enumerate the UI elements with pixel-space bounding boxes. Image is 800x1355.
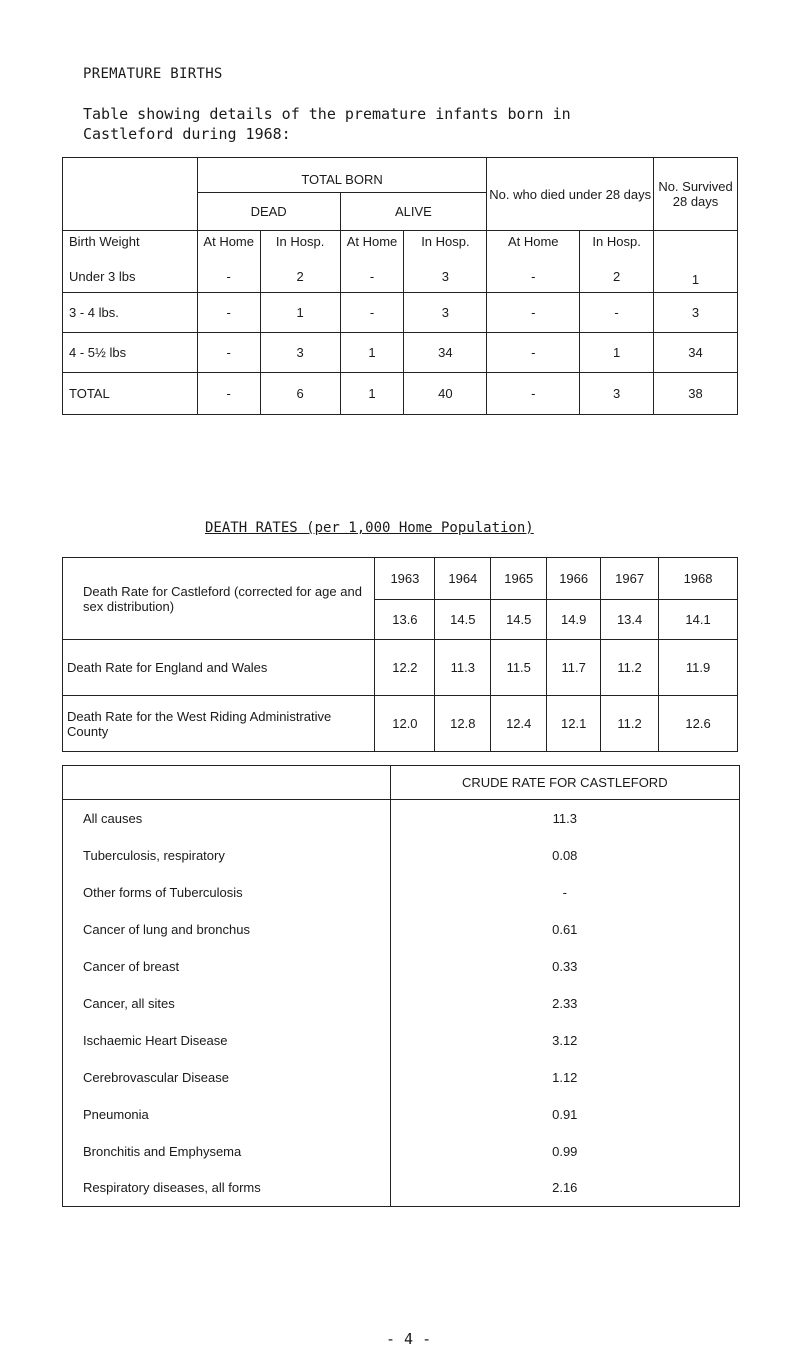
- rate-value: 11.3: [390, 800, 739, 837]
- value: 14.1: [659, 600, 738, 640]
- value: 12.4: [491, 696, 547, 752]
- rate-value: 2.33: [390, 985, 739, 1022]
- header-blank-cell: [63, 766, 391, 800]
- value: 12.6: [659, 696, 738, 752]
- total-born-header: TOTAL BORN: [197, 158, 487, 193]
- value: 14.5: [435, 600, 491, 640]
- death-rates-table: [62, 557, 738, 752]
- value: 3: [260, 333, 340, 373]
- death-rates-title: DEATH RATES (per 1,000 Home Population): [205, 520, 534, 536]
- row-label: Death Rate for the West Riding Administrative County: [63, 696, 375, 752]
- year-header: 1967: [601, 558, 659, 600]
- value: -: [487, 293, 580, 333]
- value: 1: [260, 293, 340, 333]
- cause-label: Cancer of breast: [63, 948, 391, 985]
- value: -: [487, 333, 580, 373]
- rate-value: 1.12: [390, 1059, 739, 1096]
- year-header: 1968: [659, 558, 738, 600]
- rate-value: 2.16: [390, 1170, 739, 1207]
- value: 11.9: [659, 640, 738, 696]
- value: -: [340, 293, 404, 333]
- value: 13.4: [601, 600, 659, 640]
- survived-header: No. Survived 28 days: [654, 158, 738, 231]
- value: 3: [654, 293, 738, 333]
- row-label: TOTAL: [63, 373, 198, 415]
- cell: [197, 231, 260, 293]
- value: 11.2: [601, 640, 659, 696]
- cause-label: Respiratory diseases, all forms: [63, 1170, 391, 1207]
- value: 11.3: [435, 640, 491, 696]
- value: 3: [441, 269, 450, 284]
- cell: [340, 231, 404, 293]
- intro-text-line-2: Castleford during 1968:: [83, 125, 291, 143]
- rate-value: -: [390, 874, 739, 911]
- year-header: 1964: [435, 558, 491, 600]
- value: -: [487, 373, 580, 415]
- cause-label: Cancer, all sites: [63, 985, 391, 1022]
- value: 3: [580, 373, 654, 415]
- in-hosp-label: In Hosp.: [421, 234, 470, 249]
- year-header: 1965: [491, 558, 547, 600]
- value: 2: [296, 269, 304, 284]
- value: 14.5: [491, 600, 547, 640]
- value: 1: [580, 333, 654, 373]
- crude-rate-table: [62, 765, 740, 1207]
- rate-value: 0.08: [390, 837, 739, 874]
- year-header: 1963: [375, 558, 435, 600]
- dead-header: DEAD: [197, 193, 340, 231]
- cause-label: Cancer of lung and bronchus: [63, 911, 391, 948]
- value: 3: [404, 293, 487, 333]
- premature-births-table: [62, 157, 738, 415]
- value: 1: [340, 373, 404, 415]
- page-title: PREMATURE BIRTHS: [83, 66, 223, 82]
- rate-value: 0.61: [390, 911, 739, 948]
- page-number: - 4 -: [386, 1330, 432, 1348]
- rate-value: 0.91: [390, 1096, 739, 1133]
- value: 11.7: [547, 640, 601, 696]
- cause-label: Cerebrovascular Disease: [63, 1059, 391, 1096]
- value: 12.2: [375, 640, 435, 696]
- value: 14.9: [547, 600, 601, 640]
- value: 11.5: [491, 640, 547, 696]
- cause-label: Other forms of Tuberculosis: [63, 874, 391, 911]
- cause-label: All causes: [63, 800, 391, 837]
- row-label: Death Rate for England and Wales: [63, 640, 375, 696]
- birth-weight-label: Birth Weight: [69, 234, 140, 249]
- at-home-label: At Home: [203, 234, 254, 249]
- died-header: No. who died under 28 days: [487, 158, 654, 231]
- value: 1: [654, 231, 738, 293]
- value: 12.0: [375, 696, 435, 752]
- year-header: 1966: [547, 558, 601, 600]
- cell: [487, 231, 580, 293]
- in-hosp-label: In Hosp.: [592, 234, 641, 249]
- value: 38: [654, 373, 738, 415]
- cell: [580, 231, 654, 293]
- at-home-label: At Home: [507, 234, 559, 249]
- cell: [260, 231, 340, 293]
- value: 11.2: [601, 696, 659, 752]
- value: 12.8: [435, 696, 491, 752]
- value: -: [197, 293, 260, 333]
- value: -: [531, 269, 536, 284]
- header-corner-cell: [63, 158, 198, 231]
- value: 2: [612, 269, 621, 284]
- intro-text-line-1: Table showing details of the premature infants born in: [83, 105, 571, 123]
- row-label: [63, 231, 198, 293]
- value: -: [369, 269, 375, 284]
- crude-rate-header: CRUDE RATE FOR CASTLEFORD: [390, 766, 739, 800]
- rate-value: 0.33: [390, 948, 739, 985]
- value: 40: [404, 373, 487, 415]
- rate-value: 3.12: [390, 1022, 739, 1059]
- at-home-label: At Home: [346, 234, 398, 249]
- row-label: Death Rate for Castleford (corrected for age and sex distribution): [63, 558, 375, 640]
- value: 6: [260, 373, 340, 415]
- value: -: [197, 373, 260, 415]
- rate-value: 0.99: [390, 1133, 739, 1170]
- value: -: [226, 269, 231, 284]
- value: 12.1: [547, 696, 601, 752]
- cause-label: Bronchitis and Emphysema: [63, 1133, 391, 1170]
- row-label: 3 - 4 lbs.: [63, 293, 198, 333]
- cause-label: Tuberculosis, respiratory: [63, 837, 391, 874]
- value: 34: [404, 333, 487, 373]
- value: 13.6: [375, 600, 435, 640]
- value: -: [580, 293, 654, 333]
- cell: [404, 231, 487, 293]
- row-label-text: Under 3 lbs: [69, 269, 136, 284]
- value: 1: [340, 333, 404, 373]
- cause-label: Pneumonia: [63, 1096, 391, 1133]
- row-label: 4 - 5½ lbs: [63, 333, 198, 373]
- cause-label: Ischaemic Heart Disease: [63, 1022, 391, 1059]
- in-hosp-label: In Hosp.: [275, 234, 325, 249]
- alive-header: ALIVE: [340, 193, 487, 231]
- value: 34: [654, 333, 738, 373]
- value: -: [197, 333, 260, 373]
